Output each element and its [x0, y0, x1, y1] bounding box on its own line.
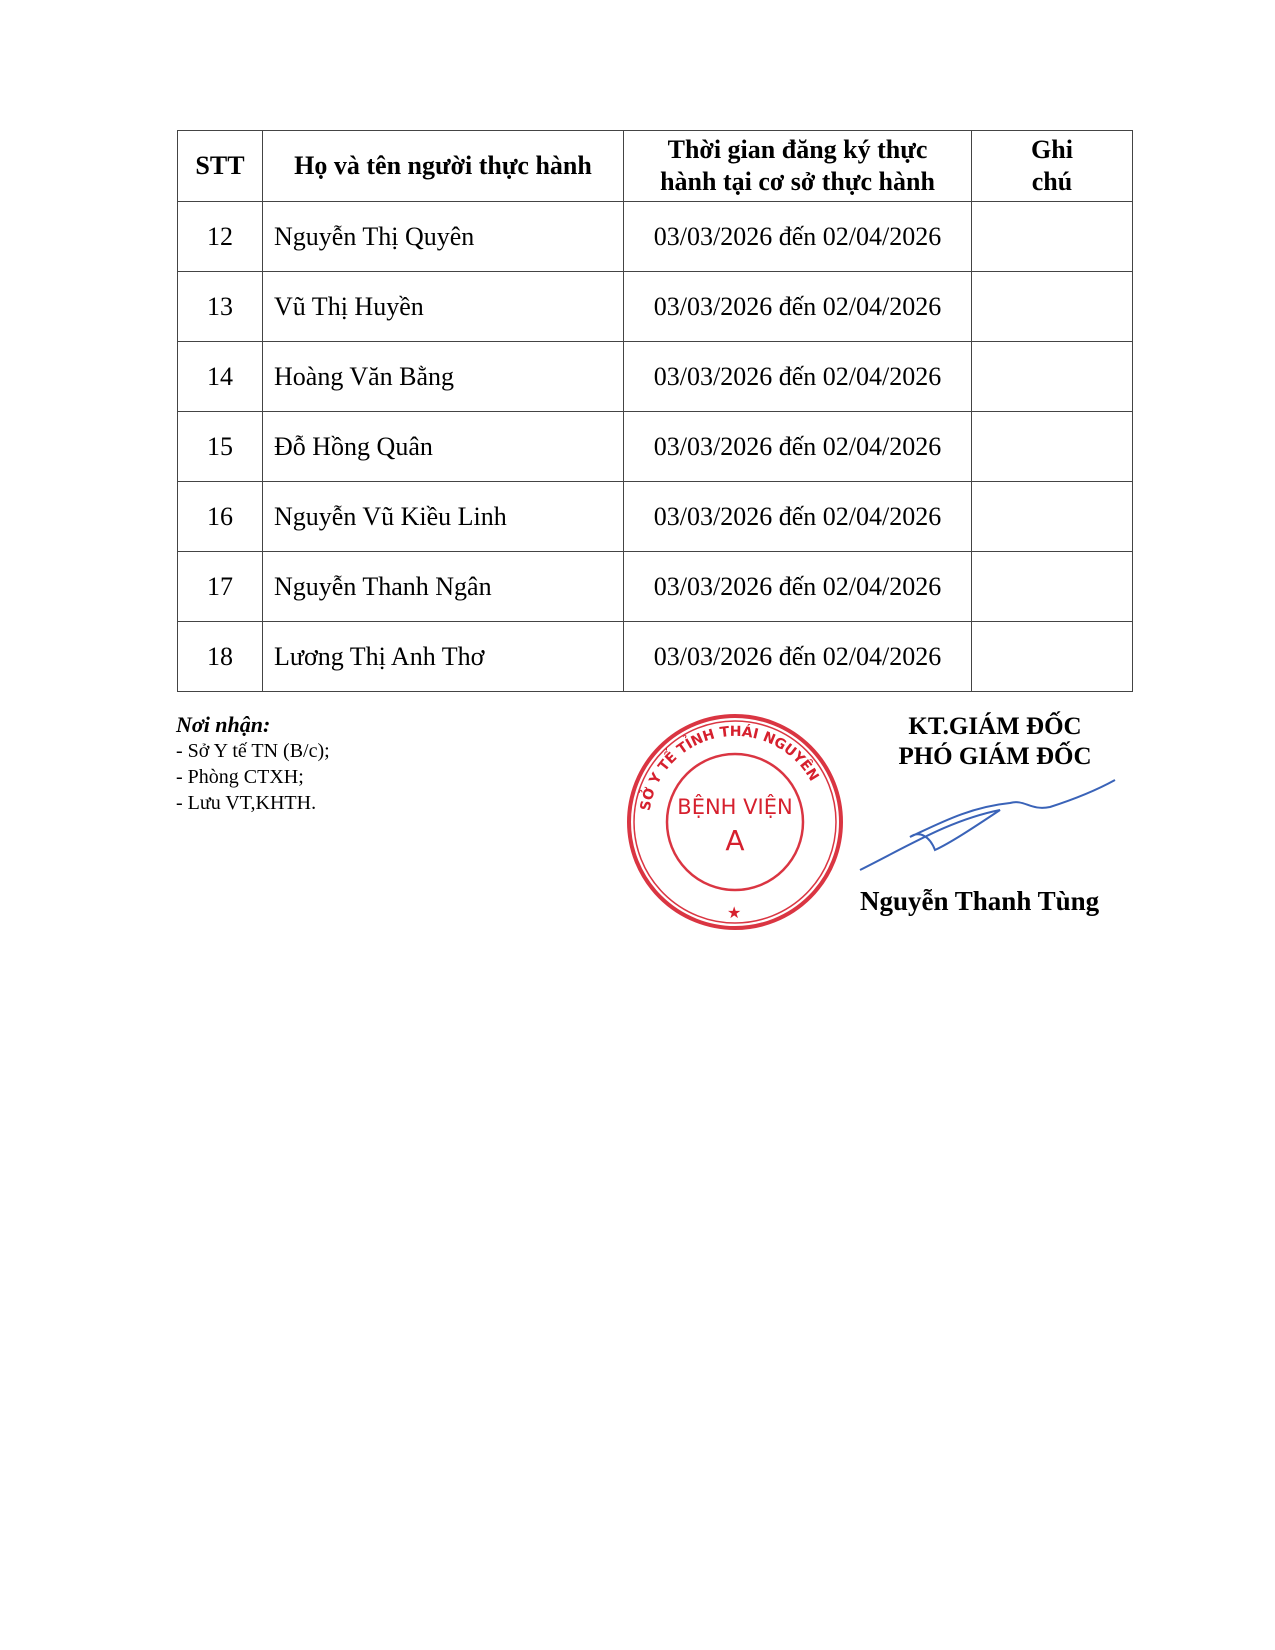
recipient-item: - Phòng CTXH;	[176, 766, 304, 788]
row-stt: 14	[178, 342, 263, 412]
table-row	[178, 272, 1133, 342]
row-stt: 12	[178, 202, 263, 272]
signature-title	[880, 712, 1110, 772]
row-period: 03/03/2026 đến 02/04/2026	[624, 412, 972, 482]
table-row	[178, 342, 1133, 412]
hospital-stamp	[625, 712, 845, 932]
table-header-row	[178, 131, 1133, 202]
row-name: Nguyễn Thị Quyên	[263, 202, 624, 272]
header-name: Họ và tên người thực hành	[263, 131, 624, 202]
row-name: Hoàng Văn Bằng	[263, 342, 624, 412]
row-note	[972, 412, 1133, 482]
row-stt: 17	[178, 552, 263, 622]
row-note	[972, 482, 1133, 552]
row-name: Lương Thị Anh Thơ	[263, 622, 624, 692]
table-row	[178, 202, 1133, 272]
practitioner-table	[177, 130, 1133, 692]
stamp-center-line1: BỆNH VIỆN	[677, 795, 793, 819]
signature-line2: PHÓ GIÁM ĐỐC	[898, 743, 1092, 770]
row-stt: 18	[178, 622, 263, 692]
header-period-text: Thời gian đăng ký thực hành tại cơ sở thực hành	[660, 135, 935, 196]
handwritten-signature	[850, 775, 1120, 875]
recipient-item: - Sở Y tế TN (B/c);	[176, 740, 330, 762]
signer-name: Nguyễn Thanh Tùng	[860, 886, 1100, 916]
row-stt: 15	[178, 412, 263, 482]
star-icon: ★	[727, 905, 742, 922]
row-name: Nguyễn Thanh Ngân	[263, 552, 624, 622]
stamp-center-line2: A	[725, 824, 745, 857]
recipient-item: - Lưu VT,KHTH.	[176, 792, 317, 814]
row-note	[972, 202, 1133, 272]
header-period	[624, 131, 972, 202]
table-row	[178, 482, 1133, 552]
row-stt: 16	[178, 482, 263, 552]
svg-text:SỞ Y TẾ TỈNH THÁI NGUYÊN: SỞ Y TẾ TỈNH THÁI NGUYÊN	[637, 723, 822, 812]
table-row	[178, 622, 1133, 692]
table-row	[178, 412, 1133, 482]
row-note	[972, 272, 1133, 342]
row-period: 03/03/2026 đến 02/04/2026	[624, 342, 972, 412]
header-stt: STT	[178, 131, 263, 202]
row-period: 03/03/2026 đến 02/04/2026	[624, 552, 972, 622]
row-period: 03/03/2026 đến 02/04/2026	[624, 272, 972, 342]
row-period: 03/03/2026 đến 02/04/2026	[624, 202, 972, 272]
recipients-block	[176, 712, 330, 816]
row-note	[972, 552, 1133, 622]
recipients-heading: Nơi nhận:	[176, 712, 271, 737]
row-name: Nguyễn Vũ Kiều Linh	[263, 482, 624, 552]
row-note	[972, 622, 1133, 692]
header-note	[972, 131, 1133, 202]
row-name: Vũ Thị Huyền	[263, 272, 624, 342]
row-note	[972, 342, 1133, 412]
header-note-text: Ghi chú	[1031, 135, 1073, 196]
signature-line1: KT.GIÁM ĐỐC	[908, 713, 1082, 740]
row-stt: 13	[178, 272, 263, 342]
row-period: 03/03/2026 đến 02/04/2026	[624, 622, 972, 692]
row-name: Đỗ Hồng Quân	[263, 412, 624, 482]
table-row	[178, 552, 1133, 622]
row-period: 03/03/2026 đến 02/04/2026	[624, 482, 972, 552]
